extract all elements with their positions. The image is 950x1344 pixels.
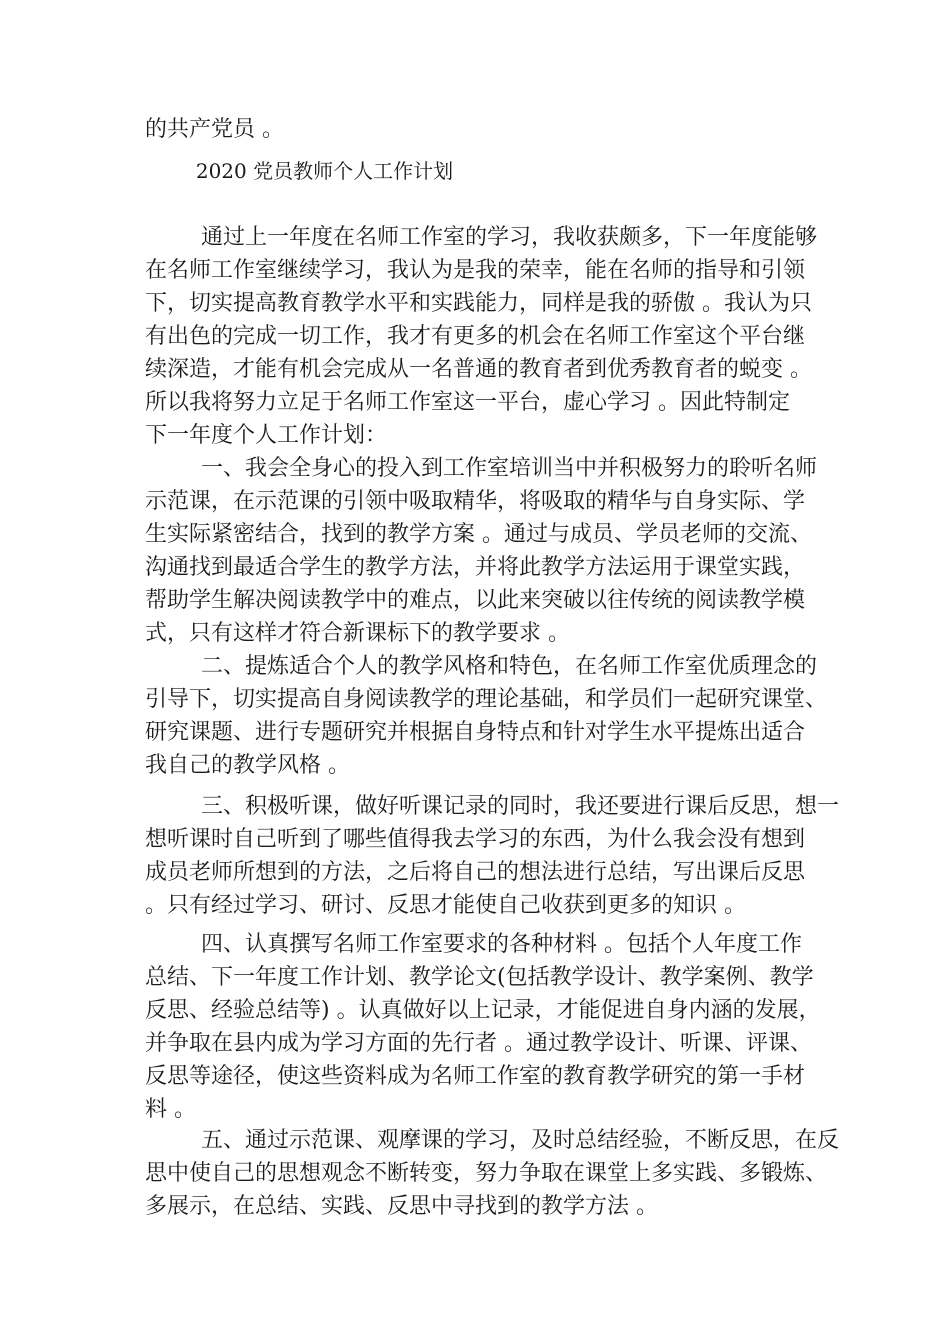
text-line: 多展示，在总结、实践、反思中寻找到的教学方法 。 [145, 1194, 658, 1219]
text-line: 想听课时自己听到了哪些值得我去学习的东西，为什么我会没有想到 [145, 827, 806, 852]
text-line: 引导下，切实提高自身阅读教学的理论基础，和学员们一起研究课堂、 [145, 687, 828, 712]
text-line: 通过上一年度在名师工作室的学习，我收获颇多，下一年度能够 [145, 225, 817, 250]
text-line: 有出色的完成一切工作，我才有更多的机会在名师工作室这个平台继 [145, 324, 806, 349]
text-line: 成员老师所想到的方法，之后将自己的想法进行总结，写出课后反思 [145, 860, 806, 885]
text-line: 示范课，在示范课的引领中吸取精华，将吸取的精华与自身实际、学 [145, 489, 806, 514]
text-line: 所以我将努力立足于名师工作室这一平台，虚心学习 。因此特制定 [145, 390, 790, 415]
text-line: 续深造，才能有机会完成从一名普通的教育者到优秀教育者的蜕变 。 [145, 357, 812, 382]
text-line: 并争取在县内成为学习方面的先行者 。通过教学设计、听课、评课、 [145, 1031, 812, 1056]
text-line: 生实际紧密结合，找到的教学方案 。通过与成员、学员老师的交流、 [145, 522, 812, 547]
text-line: 四、认真撰写名师工作室要求的各种材料 。包括个人年度工作 [145, 932, 802, 957]
text-line: 我自己的教学风格 。 [145, 753, 350, 778]
text-line: 总结、下一年度工作计划、教学论文(包括教学设计、教学案例、教学 [145, 965, 814, 990]
text-line: 式，只有这样才符合新课标下的教学要求 。 [145, 621, 570, 646]
text-line: 五、通过示范课、观摩课的学习，及时总结经验，不断反思，在反 [145, 1128, 839, 1153]
text-line: 下，切实提高教育教学水平和实践能力，同样是我的骄傲 。我认为只 [145, 291, 812, 316]
text-line: 研究课题、进行专题研究并根据自身特点和针对学生水平提炼出适合 [145, 720, 806, 745]
text-line: 反思等途径，使这些资料成为名师工作室的教育教学研究的第一手材 [145, 1064, 806, 1089]
text-line: 思中使自己的思想观念不断转变，努力争取在课堂上多实践、多锻炼、 [145, 1161, 828, 1186]
text-line: 在名师工作室继续学习，我认为是我的荣幸，能在名师的指导和引领 [145, 258, 806, 283]
text-line: 帮助学生解决阅读教学中的难点，以此来突破以往传统的阅读教学模 [145, 588, 806, 613]
text-line: 下一年度个人工作计划： [145, 423, 388, 448]
text-line: 二、提炼适合个人的教学风格和特色，在名师工作室优质理念的 [145, 654, 817, 679]
text-line: 三、积极听课，做好听课记录的同时，我还要进行课后反思，想一 [145, 794, 839, 819]
text-line: 的共产党员 。 [145, 117, 284, 142]
text-line: 料 。 [145, 1097, 196, 1122]
text-line: 反思、经验总结等) 。认真做好以上记录，才能促进自身内涵的发展， [145, 998, 821, 1023]
document-title: 2020 党员教师个人工作计划 [145, 159, 454, 183]
text-line: 沟通找到最适合学生的教学方法，并将此教学方法运用于课堂实践， [145, 555, 806, 580]
text-line: 。只有经过学习、研讨、反思才能使自己收获到更多的知识 。 [145, 893, 746, 918]
text-line: 一、我会全身心的投入到工作室培训当中并积极努力的聆听名师 [145, 456, 817, 481]
